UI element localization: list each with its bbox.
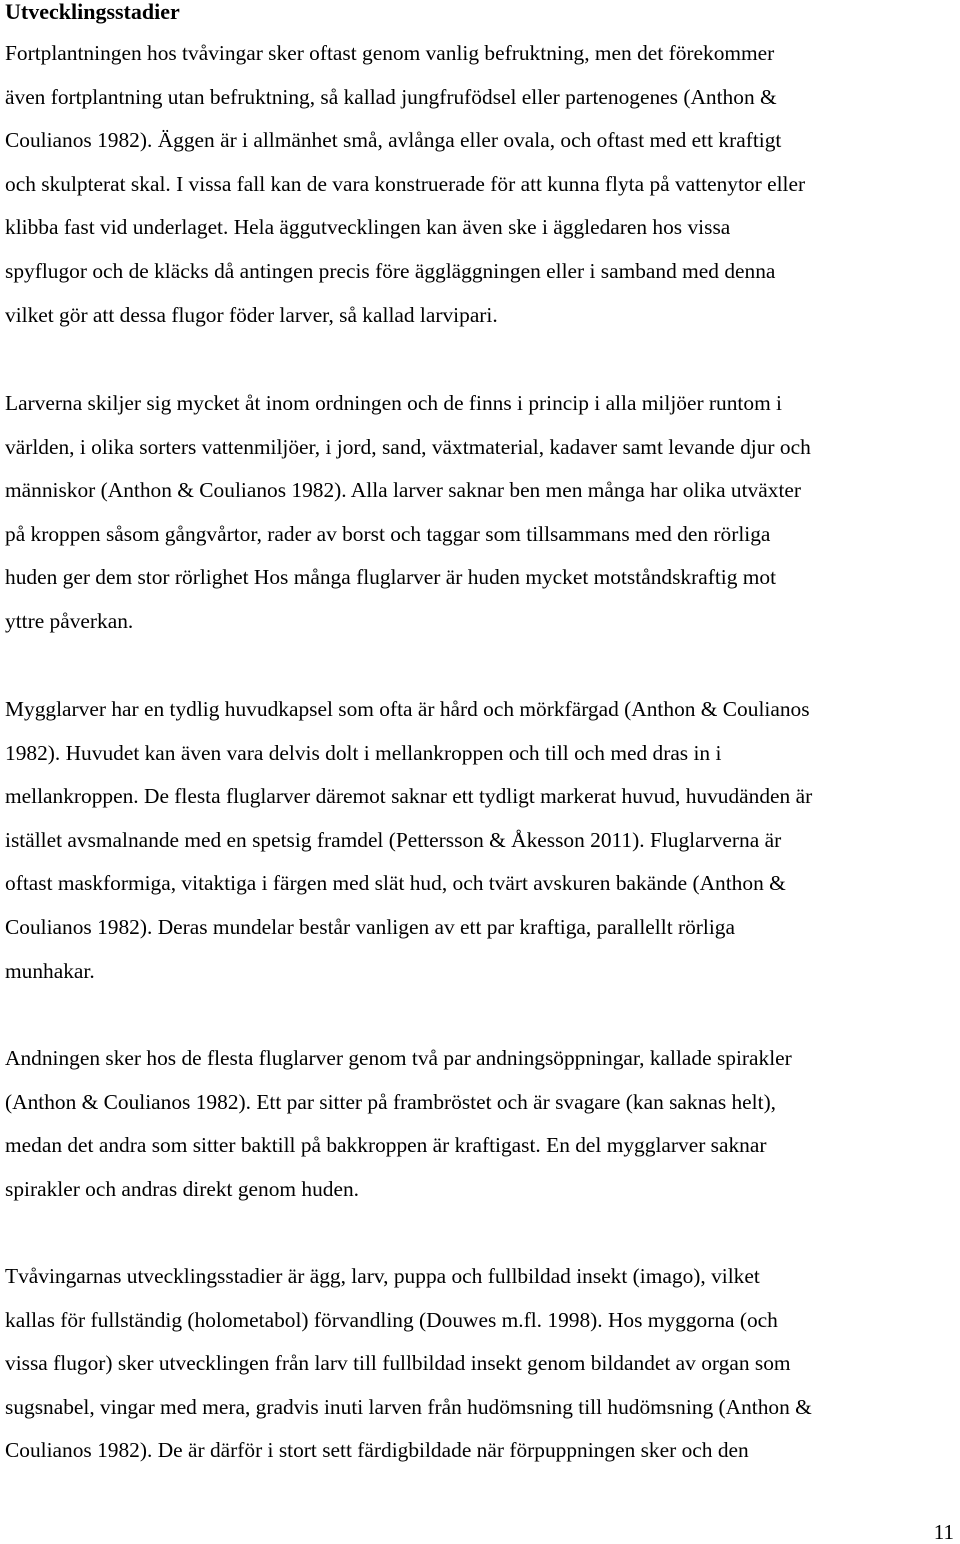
text-line: mellankroppen. De flesta fluglarver däremot saknar ett tydligt markerat huvud, huvudänden är	[5, 784, 813, 809]
text-line: Mygglarver har en tydlig huvudkapsel som ofta är hård och mörkfärgad (Anthon & Coulianos	[5, 697, 810, 721]
text-line: 1982). Huvudet kan även vara delvis dolt i mellankroppen och till och med dras in i	[5, 740, 722, 765]
text-line: Andningen sker hos de flesta fluglarver genom två par andningsöppningar, kallade spirakler	[5, 1046, 792, 1070]
text-line: Fortplantningen hos tvåvingar sker oftast genom vanlig befruktning, men det förekommer	[5, 41, 775, 65]
text-line: medan det andra som sitter baktill på bakkroppen är kraftigast. En del mygglarver saknar	[5, 1133, 767, 1158]
text-line: på kroppen såsom gångvårtor, rader av borst och taggar som tillsammans med den rörliga	[5, 521, 771, 546]
text-line: klibba fast vid underlaget. Hela äggutvecklingen kan även ske i äggledaren hos vissa	[5, 215, 731, 240]
text-line: Coulianos 1982). Deras mundelar består vanligen av ett par kraftiga, parallellt rörliga	[5, 914, 735, 939]
text-line: istället avsmalnande med en spetsig framdel (Pettersson & Åkesson 2011). Fluglarverna är	[5, 827, 782, 852]
paragraph-respiration	[5, 1037, 792, 1211]
text-line: även fortplantning utan befruktning, så kallad jungfrufödsel eller partenogenes (Anthon &	[5, 84, 777, 109]
document-page	[5, 0, 957, 1463]
text-line: spirakler och andras direkt genom huden.	[5, 1176, 360, 1201]
text-line: Coulianos 1982). De är därför i stort sett färdigbildade när förpuppningen sker och den	[5, 1438, 749, 1463]
text-line: vissa flugor) sker utvecklingen från larv till fullbildad insekt genom bildandet av organ som	[5, 1351, 791, 1376]
text-line: sugsnabel, vingar med mera, gradvis inuti larven från hudömsning till hudömsning (Anthon &	[5, 1394, 812, 1419]
text-line: vilket gör att dessa flugor föder larver, så kallad larvipari.	[5, 302, 498, 327]
page-number: 11	[933, 1520, 954, 1544]
paragraph-development-stages	[5, 1255, 812, 1473]
text-line: Larverna skiljer sig mycket åt inom ordningen och de finns i princip i alla miljöer runtom i	[5, 391, 782, 415]
paragraph-larvae-habitat	[5, 382, 811, 644]
text-line: Tvåvingarnas utvecklingsstadier är ägg, larv, puppa och fullbildad insekt (imago), vilket	[5, 1264, 760, 1288]
text-line: världen, i olika sorters vattenmiljöer, i jord, sand, växtmaterial, kadaver samt levande djur och	[5, 434, 811, 459]
paragraph-larvae-head	[5, 688, 812, 993]
text-line: (Anthon & Coulianos 1982). Ett par sitter på frambröstet och är svagare (kan saknas helt),	[5, 1089, 777, 1114]
section-heading: Utvecklingsstadier	[5, 0, 180, 24]
text-line: huden ger dem stor rörlighet Hos många fluglarver är huden mycket motståndskraftig mot	[5, 565, 777, 590]
text-line: spyflugor och de kläcks då antingen precis före äggläggningen eller i samband med denna	[5, 258, 776, 283]
text-line: Coulianos 1982). Äggen är i allmänhet små, avlånga eller ovala, och oftast med ett kraftigt	[5, 128, 782, 153]
text-line: munhakar.	[5, 958, 95, 983]
text-line: och skulpterat skal. I vissa fall kan de vara konstruerade för att kunna flyta på vattenytor eller	[5, 171, 806, 196]
paragraph-reproduction	[5, 32, 805, 337]
text-line: oftast maskformiga, vitaktiga i färgen med slät hud, och tvärt avskuren bakände (Anthon &	[5, 871, 786, 896]
text-line: kallas för fullständig (holometabol) förvandling (Douwes m.fl. 1998). Hos myggorna (och	[5, 1307, 778, 1332]
text-line: yttre påverkan.	[5, 608, 134, 633]
text-line: människor (Anthon & Coulianos 1982). Alla larver saknar ben men många har olika utväxter	[5, 478, 802, 503]
